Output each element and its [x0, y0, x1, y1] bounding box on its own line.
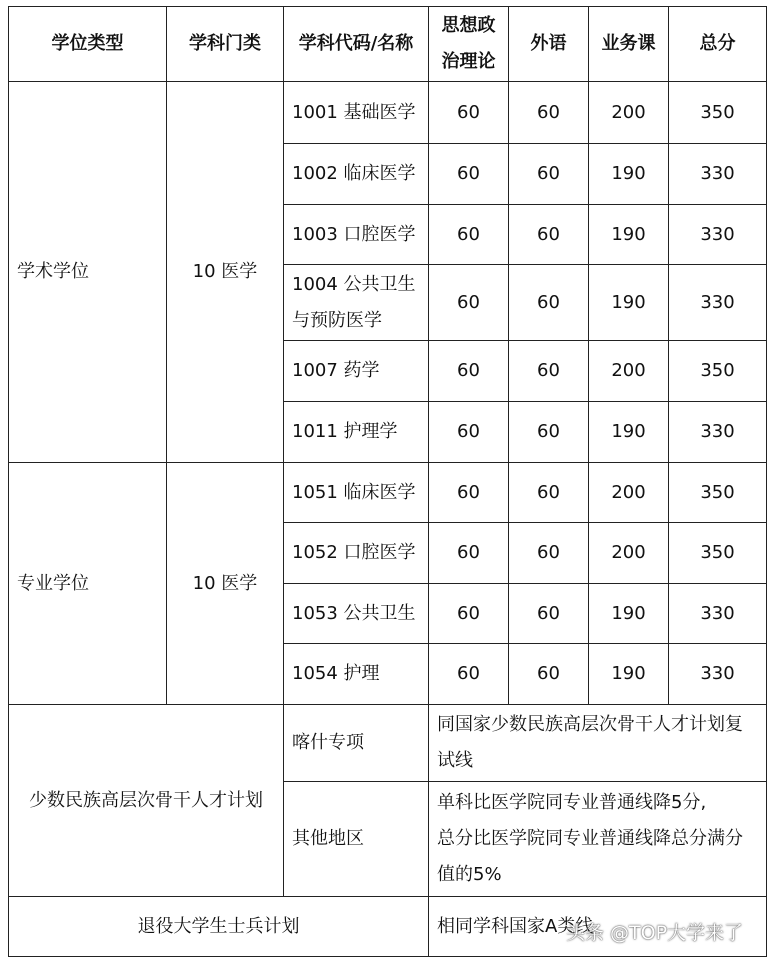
- major-cell: 190: [589, 265, 669, 341]
- politics-cell: 60: [429, 205, 509, 265]
- foreign-cell: 60: [509, 584, 589, 644]
- total-cell: 330: [669, 144, 767, 205]
- degree-type-cell: 学术学位: [9, 82, 167, 463]
- politics-cell: 60: [429, 402, 509, 463]
- veteran-label: 退役大学生士兵计划: [9, 897, 429, 957]
- major-cell: 200: [589, 463, 669, 523]
- category-cell: 10 医学: [167, 463, 284, 705]
- header-subject: 学科代码/名称: [284, 7, 429, 82]
- subject-cell: 1011 护理学: [284, 402, 429, 463]
- other-text: [429, 782, 767, 897]
- total-cell: 330: [669, 402, 767, 463]
- table-row: [9, 82, 767, 144]
- total-cell: 350: [669, 523, 767, 584]
- foreign-cell: 60: [509, 644, 589, 705]
- header-row: [9, 7, 767, 82]
- header-politics-line1: 思想政: [441, 15, 496, 36]
- politics-cell: 60: [429, 463, 509, 523]
- foreign-cell: 60: [509, 523, 589, 584]
- foreign-cell: 60: [509, 402, 589, 463]
- degree-type-cell: 专业学位: [9, 463, 167, 705]
- major-cell: 190: [589, 205, 669, 265]
- total-cell: 330: [669, 644, 767, 705]
- total-cell: 330: [669, 584, 767, 644]
- header-foreign: 外语: [509, 7, 589, 82]
- table-row: [9, 463, 767, 523]
- total-cell: 350: [669, 341, 767, 402]
- foreign-cell: 60: [509, 265, 589, 341]
- subject-cell: 1007 药学: [284, 341, 429, 402]
- header-politics-line2: 治理论: [441, 51, 496, 72]
- foreign-cell: 60: [509, 144, 589, 205]
- subject-cell: 1004 公共卫生与预防医学: [284, 265, 429, 341]
- minority-label: 少数民族高层次骨干人才计划: [9, 705, 284, 897]
- subject-cell: 1052 口腔医学: [284, 523, 429, 584]
- total-cell: 350: [669, 463, 767, 523]
- politics-cell: 60: [429, 584, 509, 644]
- politics-cell: 60: [429, 341, 509, 402]
- watermark: 头条 @TOP大学来了: [566, 922, 744, 944]
- score-table: [8, 6, 767, 957]
- subject-cell: 1001 基础医学: [284, 82, 429, 144]
- subject-cell: 1003 口腔医学: [284, 205, 429, 265]
- subject-cell: 1053 公共卫生: [284, 584, 429, 644]
- subject-cell: 1051 临床医学: [284, 463, 429, 523]
- kashgar-label: 喀什专项: [284, 705, 429, 782]
- major-cell: 190: [589, 144, 669, 205]
- total-cell: 330: [669, 265, 767, 341]
- header-politics: [429, 7, 509, 82]
- foreign-cell: 60: [509, 341, 589, 402]
- major-cell: 200: [589, 341, 669, 402]
- politics-cell: 60: [429, 82, 509, 144]
- veteran-text: 相同学科国家A类线: [429, 897, 767, 957]
- major-cell: 190: [589, 644, 669, 705]
- header-major: 业务课: [589, 7, 669, 82]
- foreign-cell: 60: [509, 82, 589, 144]
- other-text-line1: 单科比医学院同专业普通线降5分,: [437, 792, 707, 813]
- major-cell: 190: [589, 584, 669, 644]
- major-cell: 190: [589, 402, 669, 463]
- foreign-cell: 60: [509, 463, 589, 523]
- politics-cell: 60: [429, 644, 509, 705]
- kashgar-text: 同国家少数民族高层次骨干人才计划复试线: [429, 705, 767, 782]
- other-text-line2: 总分比医学院同专业普通线降总分满分值的5%: [437, 828, 743, 885]
- header-degree-type: 学位类型: [9, 7, 167, 82]
- politics-cell: 60: [429, 265, 509, 341]
- major-cell: 200: [589, 523, 669, 584]
- header-total: 总分: [669, 7, 767, 82]
- foreign-cell: 60: [509, 205, 589, 265]
- other-label: 其他地区: [284, 782, 429, 897]
- major-cell: 200: [589, 82, 669, 144]
- total-cell: 350: [669, 82, 767, 144]
- subject-cell: 1054 护理: [284, 644, 429, 705]
- politics-cell: 60: [429, 523, 509, 584]
- header-category: 学科门类: [167, 7, 284, 82]
- minority-kashgar-row: [9, 705, 767, 782]
- subject-cell: 1002 临床医学: [284, 144, 429, 205]
- total-cell: 330: [669, 205, 767, 265]
- politics-cell: 60: [429, 144, 509, 205]
- category-cell: 10 医学: [167, 82, 284, 463]
